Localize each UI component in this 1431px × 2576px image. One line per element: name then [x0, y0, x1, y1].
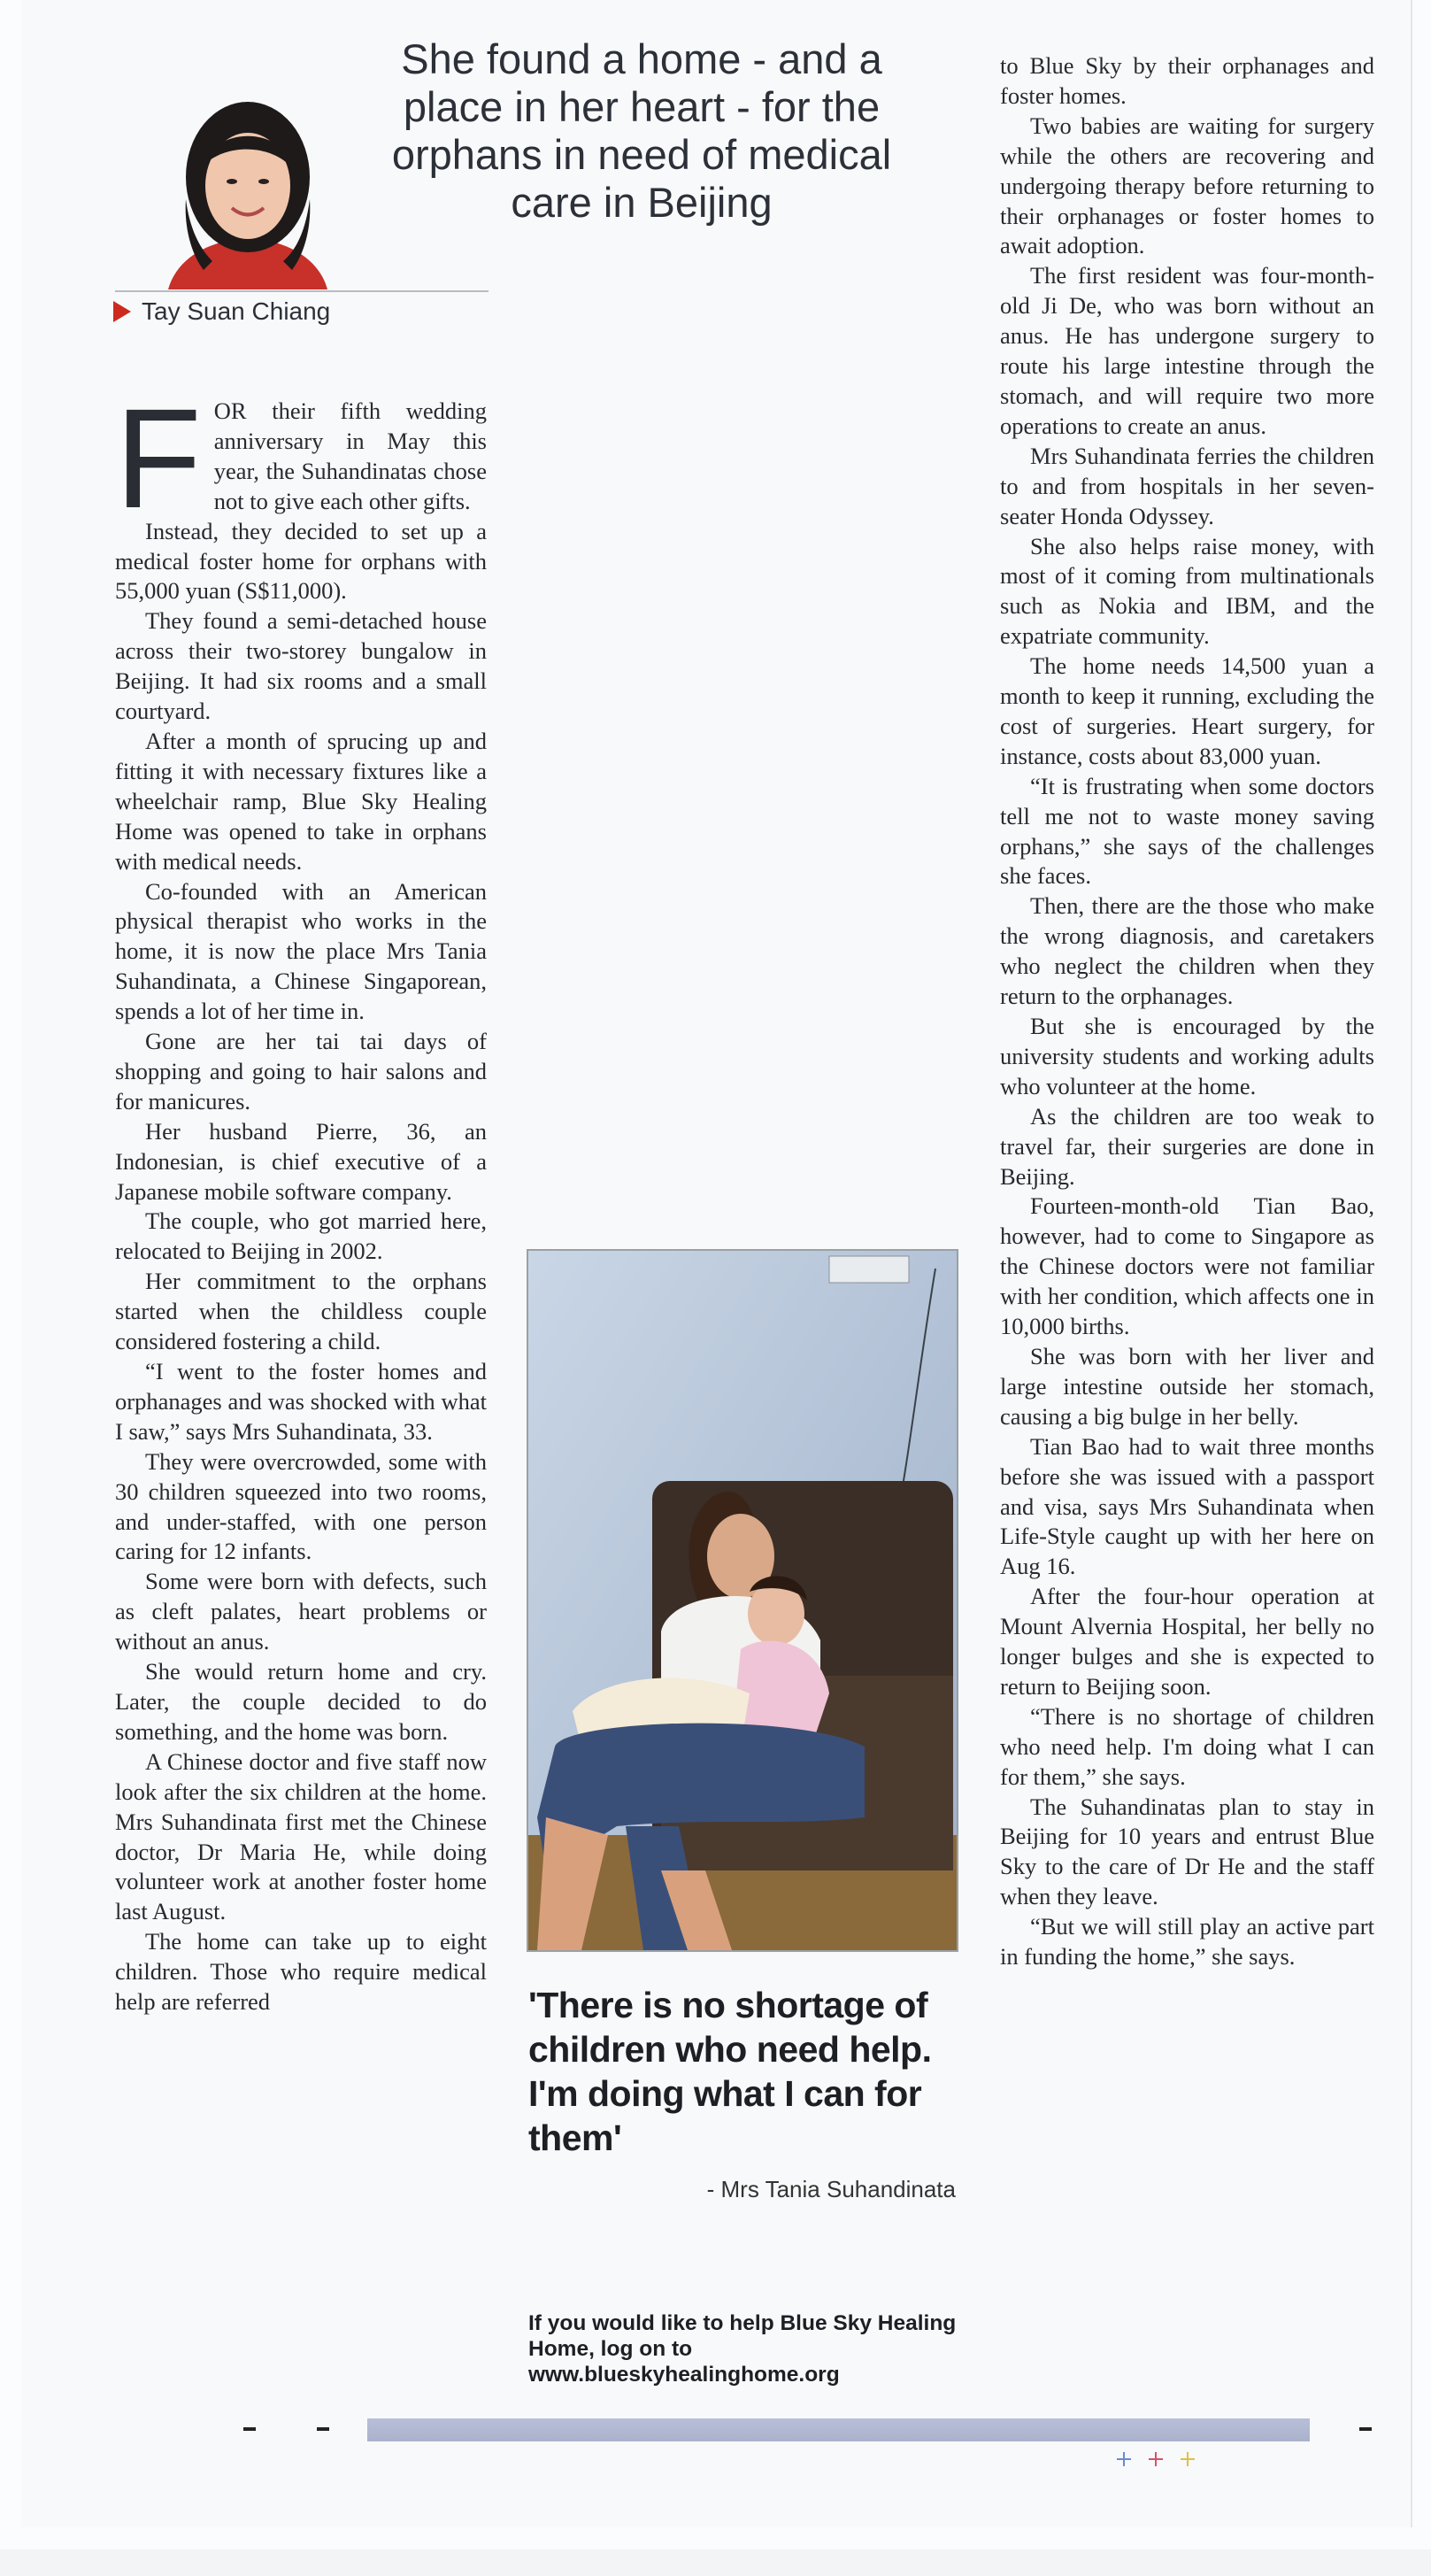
paragraph: They found a semi-detached house across their two-storey bungalow in Beijing. It had six rooms and a small courtyard. — [115, 607, 487, 725]
paragraph: Then, there are the those who make the wrong diagnosis, and caretakers who neglect the children when they return to the orphanages. — [1000, 892, 1374, 1010]
paragraph: After the four-hour operation at Mount Alvernia Hospital, her belly no longer bulges and she is expected to return to Beijing soon. — [1000, 1583, 1374, 1700]
paragraph: Her husband Pierre, 36, an Indonesian, is chief executive of a Japanese mobile software company. — [115, 1117, 487, 1205]
article-column-1 — [115, 379, 487, 2017]
registration-mark-icon — [1181, 2452, 1195, 2466]
paragraph: The first resident was four-month-old Ji De, who was born without an anus. He has undergone surgery to route his large intestine through the stomach, and will require two more operations to create an anus. — [1000, 262, 1374, 439]
paragraph: Gone are her tai tai days of shopping and going to hair salons and for manicures. — [115, 1028, 487, 1114]
paragraph: Co-founded with an American physical therapist who works in the home, it is now the place Mrs Tania Suhandinata, a Chinese Singaporean, spends a lot of her time in. — [115, 877, 487, 1025]
paragraph: The Suhandinatas plan to stay in Beijing for 10 years and entrust Blue Sky to the care of Dr He and the staff when they leave. — [1000, 1793, 1374, 1910]
byline-rule — [115, 290, 489, 292]
paragraph: She would return home and cry. Later, the couple decided to do something, and the home was born. — [115, 1658, 487, 1745]
paragraph: Tian Bao had to wait three months before she was issued with a passport and visa, says Mrs Suhandinata when Life-Style caught up with her here on Aug 16. — [1000, 1432, 1374, 1580]
author-portrait — [150, 93, 345, 289]
paragraph: “I went to the foster homes and orphanages and was shocked with what I saw,” says Mrs Suhandinata, 33. — [115, 1358, 487, 1445]
registration-mark-icon — [1149, 2452, 1163, 2466]
drop-cap: F — [115, 379, 202, 537]
paragraph: After a month of sprucing up and fitting it with necessary fixtures like a wheelchair ramp, Blue Sky Healing Home was opened to take in orphans with medical needs. — [115, 727, 487, 875]
lead-paragraph — [115, 379, 487, 537]
paragraph: They were overcrowded, some with 30 children squeezed into two rooms, and under-staffed, with one person caring for 12 infants. — [115, 1447, 487, 1565]
paragraph: to Blue Sky by their orphanages and foster homes. — [1000, 52, 1374, 109]
byline-arrow-icon — [113, 301, 131, 322]
paragraph: She was born with her liver and large intestine outside her stomach, causing a big bulge in her belly. — [1000, 1342, 1374, 1430]
byline — [113, 297, 330, 326]
footer-tick — [317, 2427, 329, 2431]
article-photo — [527, 1249, 958, 1952]
paragraph: As the children are too weak to travel far, their surgeries are done in Beijing. — [1000, 1102, 1374, 1190]
paragraph: “But we will still play an active part in funding the home,” she says. — [1000, 1913, 1374, 1971]
paragraph: Fourteen-month-old Tian Bao, however, had to come to Singapore as the Chinese doctors were not familiar with her condition, which affects one in 10,000 births. — [1000, 1192, 1374, 1340]
info-box: If you would like to help Blue Sky Healing Home, log on to www.blueskyhealinghome.org — [528, 2311, 957, 2387]
headline: She found a home - and a place in her heart - for the orphans in need of medical care in Beijing — [391, 35, 892, 226]
paragraph: A Chinese doctor and five staff now look after the six children at the home. Mrs Suhandinata first met the Chinese doctor, Dr Maria He, while doing volunteer work at another foster home last August. — [115, 1747, 487, 1925]
paragraph: Her commitment to the orphans started when the childless couple considered fostering a child. — [115, 1268, 487, 1355]
paragraph: The home can take up to eight children. Those who require medical help are referred — [115, 1928, 487, 2016]
lead-text: OR their fifth wedding anniversary in May this year, the Suhandinatas chose not to give each other gifts. — [213, 397, 487, 514]
pull-quote: 'There is no shortage of children who need help. I'm doing what I can for them' — [528, 1985, 932, 2158]
footer-color-bar — [367, 2418, 1310, 2441]
paragraph: Instead, they decided to set up a medical foster home for orphans with 55,000 yuan (S$11,000). — [115, 517, 487, 605]
byline-author: Tay Suan Chiang — [142, 297, 331, 325]
registration-mark-icon — [1117, 2452, 1131, 2466]
paragraph: The home needs 14,500 yuan a month to keep it running, excluding the cost of surgeries. Heart surgery, for instance, costs about 83,000 yuan. — [1000, 652, 1374, 769]
paragraph: She also helps raise money, with most of it coming from multinationals such as Nokia and IBM, and the expatriate community. — [1000, 532, 1374, 650]
paragraph: But she is encouraged by the university students and working adults who volunteer at the home. — [1000, 1013, 1374, 1099]
paragraph: The couple, who got married here, relocated to Beijing in 2002. — [115, 1207, 487, 1265]
quote-attribution: - Mrs Tania Suhandinata — [706, 2176, 956, 2202]
article-column-3 — [1000, 51, 1374, 1972]
paragraph: Two babies are waiting for surgery while the others are recovering and undergoing therapy before returning to their orphanages or foster homes to await adoption. — [1000, 112, 1374, 259]
registration-marks — [1117, 2452, 1195, 2466]
paragraph: Some were born with defects, such as cleft palates, heart problems or without an anus. — [115, 1568, 487, 1655]
paragraph: “It is frustrating when some doctors tell me not to waste money saving orphans,” she says of the challenges she faces. — [1000, 772, 1374, 890]
footer-tick — [1359, 2427, 1372, 2431]
footer-tick — [243, 2427, 256, 2431]
paragraph: Mrs Suhandinata ferries the children to and from hospitals in her seven-seater Honda Odyssey. — [1000, 442, 1374, 529]
paragraph: “There is no shortage of children who need help. I'm doing what I can for them,” she says. — [1000, 1702, 1374, 1790]
scan-margin — [0, 2549, 1431, 2576]
